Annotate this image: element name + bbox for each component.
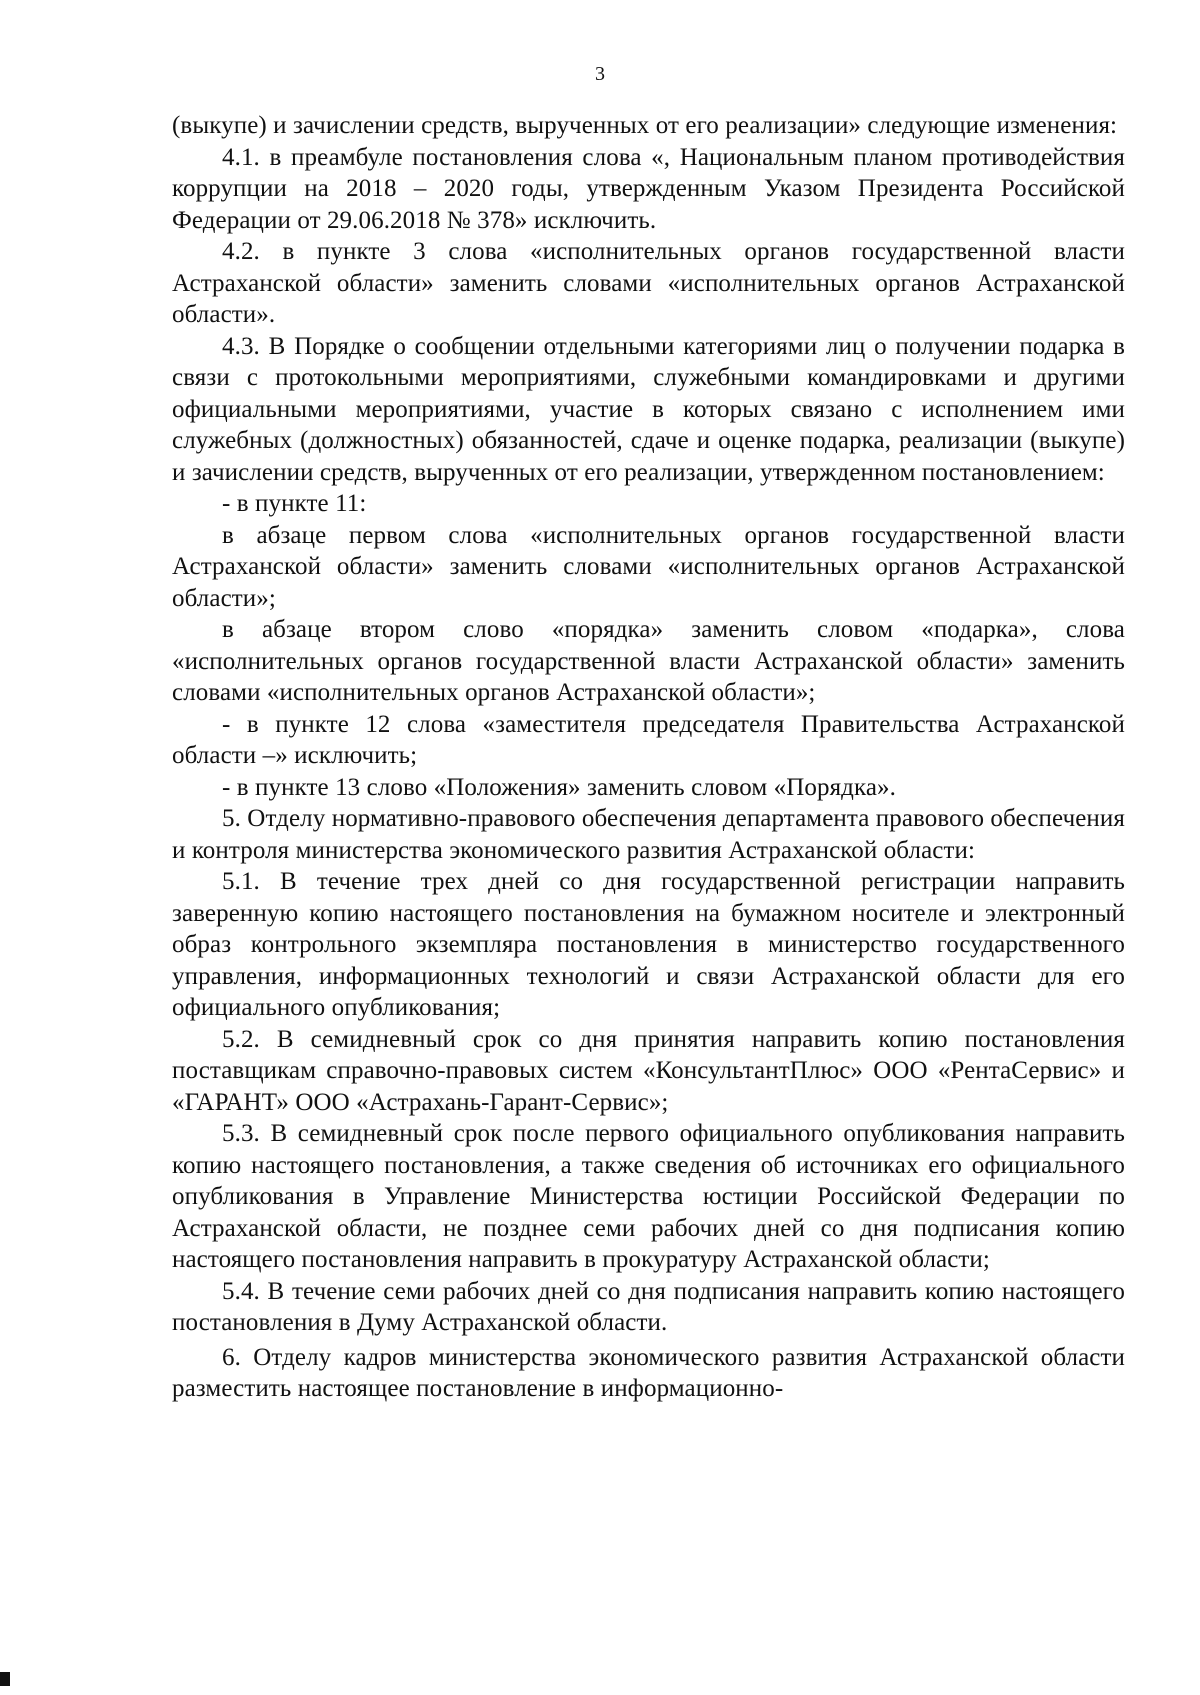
paragraph-item-11-first-abzac: в абзаце первом слова «исполнительных органов государственной власти Астраханской области» заменить словами «исполнительных органов Астраханской области»; [172, 521, 1125, 612]
document-body [172, 110, 1125, 1405]
paragraph-item-11: - в пункте 11: [222, 490, 367, 517]
paragraph-6: 6. Отделу кадров министерства экономического развития Астраханской области разместить настоящее постановление в информационно- [172, 1343, 1125, 1402]
paragraph-item-11-second-abzac: в абзаце втором слово «порядка» заменить словом «подарка», слова «исполнительных органов государственной власти Астраханской области» заменить словами «исполнительных органов Астраханской области»; [172, 616, 1125, 706]
paragraph-4-2: 4.2. в пункте 3 слова «исполнительных органов государственной власти Астраханской области» заменить словами «исполнительных органов Астраханской области». [172, 238, 1125, 328]
paragraph-5-1: 5.1. В течение трех дней со дня государственной регистрации направить заверенную копию настоящего постановления на бумажном носителе и электронный образ контрольного экземпляра постановления в министерство государственного управления, информационных технологий и связи Астраханской области для его официального опубликования; [172, 868, 1125, 1021]
page-number: 3 [595, 63, 605, 85]
paragraph-4-3: 4.3. В Порядке о сообщении отдельными категориями лиц о получении подарка в связи с протокольными мероприятиями, служебными командировками и другими официальными мероприятиями, участие в которых связано с исполнением ими служебных (должностных) обязанностей, сдаче и оценке подарка, реализации (выкупе) и зачислении средств, вырученных от его реализации, утвержденном постановлением: [172, 332, 1125, 486]
paragraph-5-4: 5.4. В течение семи рабочих дней со дня подписания направить копию настоящего постановления в Думу Астраханской области. [172, 1277, 1125, 1336]
paragraph-4-1: 4.1. в преамбуле постановления слова «, Национальным планом противодействия коррупции на 2018 – 2020 годы, утвержденным Указом Президента Российской Федерации от 29.06.2018 № 378» исключить. [172, 143, 1125, 234]
paragraph-item-13: - в пункте 13 слово «Положения» заменить словом «Порядка». [222, 773, 897, 801]
paragraph-continuation: (выкупе) и зачислении средств, вырученных от его реализации» следующие изменения: [172, 112, 1118, 139]
scan-corner-mark [0, 1672, 10, 1686]
paragraph-item-12: - в пункте 12 слова «заместителя председателя Правительства Астраханской области –» исключить; [172, 710, 1125, 769]
paragraph-5-2: 5.2. В семидневный срок со дня принятия направить копию постановления поставщикам справочно-правовых систем «КонсультантПлюс» ООО «РентаСервис» и «ГАРАНТ» ООО «Астрахань-Гарант-Сервис»; [172, 1025, 1125, 1116]
paragraph-5: 5. Отделу нормативно-правового обеспечения департамента правового обеспечения и контроля министерства экономического развития Астраханской области: [172, 805, 1125, 864]
paragraph-5-3: 5.3. В семидневный срок после первого официального опубликования направить копию настоящего постановления, а также сведения об источниках его официального опубликования в Управление Министерства юстиции Российской Федерации по Астраханской области, не позднее семи рабочих дней со дня подписания копию настоящего постановления направить в прокуратуру Астраханской области; [172, 1120, 1125, 1273]
